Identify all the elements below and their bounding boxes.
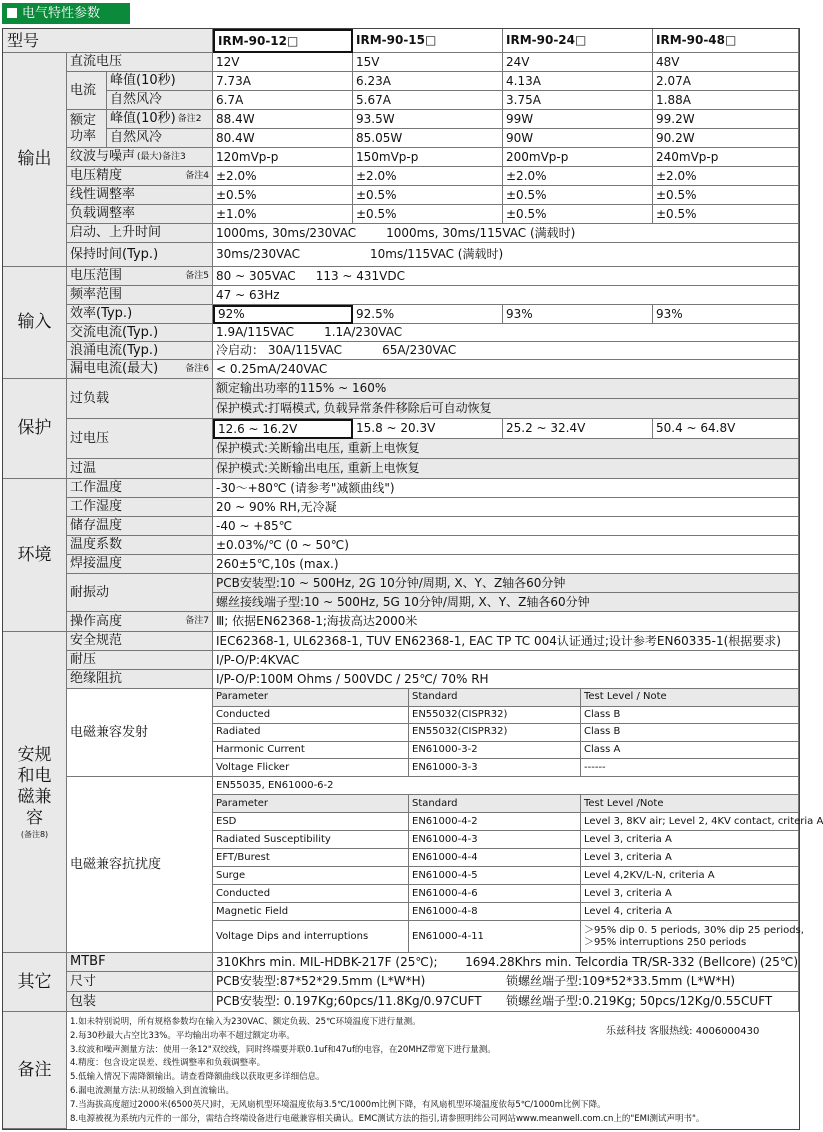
category-other: 其它 (3, 953, 67, 1012)
value: 20 ~ 90% RH,无冷凝 (213, 498, 799, 517)
label-accuracy (67, 167, 213, 186)
ems-cell: Conducted (213, 885, 409, 903)
vrange-text: 电压范围 (70, 268, 123, 284)
emi-cell: Class B (581, 707, 799, 725)
label-voltage-range (67, 267, 213, 286)
label-overload: 过负载 (67, 379, 213, 419)
label-storage-temp: 储存温度 (67, 517, 213, 536)
ems-dip-param: Voltage Dips and interruptions (213, 921, 409, 953)
label-safety-std: 安全规范 (67, 632, 213, 651)
value: ±0.5% (353, 186, 503, 205)
label-altitude (67, 612, 213, 632)
value: 4.13A (503, 72, 653, 91)
note-line: 3.纹波和噪声测量方法：使用一条12"双绞线，同时终端要并联0.1uf和47uf的电容，在20MHZ带宽下进行量测。 (70, 1044, 496, 1055)
value: 7.73A (213, 72, 353, 91)
altitude-text: 操作高度 (70, 613, 123, 629)
label-dimension: 尺寸 (67, 972, 213, 992)
label-dc-voltage: 直流电压 (67, 53, 213, 72)
note-ref: 备注2 (177, 113, 202, 124)
label-peak: 峰值(10秒) (107, 72, 213, 91)
emi-cell: Class A (581, 742, 799, 760)
value: 1000ms, 30ms/115VAC (满载时) (386, 225, 576, 240)
note-ref: 备注5 (185, 270, 209, 281)
value: ±2.0% (503, 167, 653, 186)
emi-cell: Harmonic Current (213, 742, 409, 760)
emi-cell: EN55032(CISPR32) (409, 707, 581, 725)
emi-cell: Class B (581, 724, 799, 742)
label-solder-temp: 焊接温度 (67, 555, 213, 574)
value: 25.2 ~ 32.4V (503, 419, 653, 439)
note-line: 4.精度：包含设定误差、线性调整率和负载调整率。 (70, 1058, 266, 1069)
value: 1.9A/115VAC (216, 325, 295, 340)
value: ±0.5% (653, 186, 799, 205)
mtbf-values (213, 953, 799, 972)
section-header (2, 3, 130, 24)
inrush-values (213, 342, 799, 360)
value: IEC62368-1, UL62368-1, TUV EN62368-1, EAC TP TC 004认证通过;设计参考EN60335-1(根据要求) (213, 632, 799, 651)
ac-current-values (213, 324, 799, 342)
spec-table (2, 28, 823, 1130)
value: 240mVp-p (653, 148, 799, 167)
ems-cell: EN61000-4-2 (409, 813, 581, 831)
ems-header: Parameter (213, 795, 409, 813)
value: ±0.5% (353, 205, 503, 224)
ems-cell: EFT/Burest (213, 849, 409, 867)
value: < 0.25mA/240VAC (213, 360, 799, 379)
category-environment: 环境 (3, 479, 67, 632)
value: 85.05W (353, 129, 503, 148)
value: 65A/230VAC (382, 343, 457, 358)
ems-cell: EN61000-4-6 (409, 885, 581, 903)
value: 6.23A (353, 72, 503, 91)
category-safety-emc (3, 632, 67, 953)
label-overtemp: 过温 (67, 459, 213, 479)
value: 5.67A (353, 91, 503, 110)
emi-cell: ------ (581, 759, 799, 777)
value: 310Khrs min. MIL-HDBK-217F (25℃); (216, 954, 438, 969)
value: 88.4W (213, 110, 353, 129)
value: -30～+80℃ (请参考"减额曲线") (213, 479, 799, 498)
value: 10ms/115VAC (满载时) (369, 247, 504, 262)
square-icon (7, 8, 17, 18)
ems-cell: EN61000-4-5 (409, 867, 581, 885)
note-ref: 备注6 (185, 363, 209, 374)
peak-text: 峰值(10秒) (110, 111, 176, 127)
category-output: 输出 (3, 53, 67, 267)
label-withstand: 耐压 (67, 651, 213, 670)
value: 1000ms, 30ms/230VAC (216, 225, 357, 240)
section-title: 电气特性参数 (22, 6, 101, 21)
emi-cell: EN55032(CISPR32) (409, 724, 581, 742)
value: 保护模式:打嗝模式, 负载异常条件移除后可自动恢复 (213, 399, 799, 419)
ems-dip-std: EN61000-4-11 (409, 921, 581, 953)
label-humidity: 工作湿度 (67, 498, 213, 517)
value: 113 ~ 431VDC (315, 268, 406, 283)
ems-cell: Level 3, 8KV air; Level 2, 4KV contact, criteria A (581, 813, 799, 831)
label-leakage (67, 360, 213, 379)
value: 80.4W (213, 129, 353, 148)
category-text: 安规和电磁兼容 (17, 744, 52, 829)
value: 15V (353, 53, 503, 72)
ems-cell: ESD (213, 813, 409, 831)
label-ripple (67, 148, 213, 167)
value: ±0.03%/℃ (0 ~ 50℃) (213, 536, 799, 555)
leak-text: 漏电电流(最大) (70, 361, 159, 377)
note-line: 7.当海拔高度超过2000米(6500英尺)时，无风扇机型环境温度依每3.5℃/1000m比例下降，有风扇机型环境温度依每5℃/1000m比例下降。 (70, 1099, 606, 1110)
value: 2.07A (653, 72, 799, 91)
label-inrush: 浪涌电流(Typ.) (67, 342, 213, 360)
value: 200mVp-p (503, 148, 653, 167)
label-operating-temp: 工作温度 (67, 479, 213, 498)
label-ac-current: 交流电流(Typ.) (67, 324, 213, 342)
label-hold-time: 保持时间(Typ.) (67, 243, 213, 267)
value: 6.7A (213, 91, 353, 110)
value: 锁螺丝端子型:109*52*33.5mm (L*W*H) (506, 974, 736, 989)
label-frequency: 频率范围 (67, 286, 213, 305)
note-ref: (备注8) (20, 829, 49, 839)
value: ±2.0% (213, 167, 353, 186)
value: ±0.5% (213, 186, 353, 205)
value: 93% (653, 305, 799, 324)
label-ems: 电磁兼容抗扰度 (67, 777, 213, 953)
ems-standards: EN55035, EN61000-6-2 (213, 777, 799, 795)
value: ±2.0% (353, 167, 503, 186)
ems-cell: Level 3, criteria A (581, 849, 799, 867)
value: ±0.5% (503, 186, 653, 205)
value: I/P-O/P:4KVAC (213, 651, 799, 670)
accuracy-text: 电压精度 (70, 168, 123, 184)
ems-cell: Level 3, criteria A (581, 831, 799, 849)
category-input: 输入 (3, 267, 67, 379)
note-line: 5.低输入情况下需降额输出。请查看降额曲线以获取更多详细信息。 (70, 1072, 325, 1083)
ems-dip-note (581, 921, 804, 953)
value: 30ms/230VAC (216, 247, 300, 262)
value: 额定输出功率的115% ~ 160% (213, 379, 799, 399)
value: I/P-O/P:100M Ohms / 500VDC / 25℃/ 70% RH (213, 670, 799, 689)
value: PCB安装型:87*52*29.5mm (L*W*H) (216, 974, 426, 989)
model-3: IRM-90-24□ (503, 29, 653, 53)
model-label: 型号 (3, 29, 213, 53)
dimension-values (213, 972, 799, 992)
value: 50.4 ~ 64.8V (653, 419, 799, 439)
value: 24V (503, 53, 653, 72)
emi-cell: EN61000-3-3 (409, 759, 581, 777)
value: 12.6 ~ 16.2V (213, 419, 353, 439)
value: 锁螺丝端子型:0.219Kg; 50pcs/12Kg/0.55CUFT (506, 994, 773, 1009)
value: 保护模式:关断输出电压, 重新上电恢复 (213, 439, 799, 459)
ems-cell: Magnetic Field (213, 903, 409, 921)
note-ref: 备注4 (185, 170, 209, 181)
ems-cell: EN61000-4-8 (409, 903, 581, 921)
voltage-range-values (213, 267, 799, 286)
value: 92% (213, 305, 353, 324)
value: 90W (503, 129, 653, 148)
model-1: IRM-90-12□ (213, 29, 353, 53)
emi-header: Standard (409, 689, 581, 707)
label-efficiency: 效率(Typ.) (67, 305, 213, 324)
label-overvoltage: 过电压 (67, 419, 213, 459)
ems-cell: EN61000-4-3 (409, 831, 581, 849)
packing-values (213, 992, 799, 1012)
emi-cell: Radiated (213, 724, 409, 742)
ems-cell: Surge (213, 867, 409, 885)
label-emi: 电磁兼容发射 (67, 689, 213, 777)
ems-header: Test Level /Note (581, 795, 799, 813)
label-temp-coef: 温度系数 (67, 536, 213, 555)
note-line: 8.电源被视为系统内元件的一部分，需结合终端设备进行电磁兼容相关确认。EMC测试方法的指引,请参照明纬公司网站www.meanwell.com.cn上的"EMI测试声明书"。 (70, 1113, 705, 1124)
value: 1694.28Khrs min. Telcordia TR/SR-332 (Bellcore) (25℃) (465, 954, 798, 969)
label-natural-cooling: 自然风冷 (107, 129, 213, 148)
ems-header: Standard (409, 795, 581, 813)
model-2: IRM-90-15□ (353, 29, 503, 53)
value: -40 ~ +85℃ (213, 517, 799, 536)
ems-cell: Radiated Susceptibility (213, 831, 409, 849)
note-ref: 备注7 (185, 616, 209, 627)
value: 螺丝接线端子型:10 ~ 500Hz, 5G 10分钟/周期, X、Y、Z轴各60分钟 (213, 593, 799, 612)
value: 保护模式:关断输出电压, 重新上电恢复 (213, 459, 799, 479)
rise-time-values (213, 224, 799, 243)
category-protection: 保护 (3, 379, 67, 479)
dip-line: ＞95% dip 0. 5 periods, 30% dip 25 periods, (584, 924, 804, 936)
value: 90.2W (653, 129, 799, 148)
model-4: IRM-90-48□ (653, 29, 799, 53)
dip-line: ＞95% interruptions 250 periods (584, 936, 747, 948)
value: 12V (213, 53, 353, 72)
value: Ⅲ; 依据EN62368-1;海拔高达2000米 (213, 612, 799, 632)
hold-time-values (213, 243, 799, 267)
note-line: 2.每30秒最大占空比33%。平均输出功率不超过额定功率。 (70, 1030, 295, 1041)
note-ref: (最大)备注3 (137, 151, 186, 162)
ems-cell: Level 4,2KV/L-N, criteria A (581, 867, 799, 885)
value: ±1.0% (213, 205, 353, 224)
ems-cell: Level 4, criteria A (581, 903, 799, 921)
label-vibration: 耐振动 (67, 574, 213, 612)
value: 120mVp-p (213, 148, 353, 167)
value: 93.5W (353, 110, 503, 129)
emi-header: Test Level / Note (581, 689, 799, 707)
label-rise-time: 启动、上升时间 (67, 224, 213, 243)
value: 80 ~ 305VAC (216, 268, 296, 283)
value: ±2.0% (653, 167, 799, 186)
value: 93% (503, 305, 653, 324)
ems-cell: EN61000-4-4 (409, 849, 581, 867)
value: 15.8 ~ 20.3V (353, 419, 503, 439)
value: ±0.5% (503, 205, 653, 224)
label-isolation: 绝缘阻抗 (67, 670, 213, 689)
emi-cell: Conducted (213, 707, 409, 725)
emi-header: Parameter (213, 689, 409, 707)
value: 冷启动： 30A/115VAC (216, 343, 343, 358)
value: 47 ~ 63Hz (213, 286, 799, 305)
note-line: 6.漏电流测量方法:从初级输入到直流输出。 (70, 1086, 234, 1096)
label-mtbf: MTBF (67, 953, 213, 972)
label-packing: 包装 (67, 992, 213, 1012)
category-notes: 备注 (3, 1012, 67, 1129)
label-natural-cooling: 自然风冷 (107, 91, 213, 110)
emi-cell: EN61000-3-2 (409, 742, 581, 760)
ems-cell: Level 3, criteria A (581, 885, 799, 903)
emi-cell: Voltage Flicker (213, 759, 409, 777)
label-rated-power: 额定功率 (67, 110, 107, 148)
value: ±0.5% (653, 205, 799, 224)
value: 1.88A (653, 91, 799, 110)
label-load-regulation: 负载调整率 (67, 205, 213, 224)
label-peak (107, 110, 213, 129)
service-hotline: 乐兹科技 客服热线: 4006000430 (606, 1026, 760, 1037)
value: 48V (653, 53, 799, 72)
value: PCB安装型: 0.197Kg;60pcs/11.8Kg/0.97CUFT (216, 994, 482, 1009)
value: 3.75A (503, 91, 653, 110)
note-line: 1.如未特别说明，所有规格参数均在输入为230VAC、额定负载、25℃环境温度下进行量测。 (70, 1017, 421, 1027)
value: 260±5℃,10s (max.) (213, 555, 799, 574)
label-current: 电流 (67, 72, 107, 110)
value: 150mVp-p (353, 148, 503, 167)
value: 99.2W (653, 110, 799, 129)
value: 99W (503, 110, 653, 129)
value: 1.1A/230VAC (324, 325, 403, 340)
ripple-text: 纹波与噪声 (70, 149, 136, 165)
label-line-regulation: 线性调整率 (67, 186, 213, 205)
value: PCB安装型:10 ~ 500Hz, 2G 10分钟/周期, X、Y、Z轴各60分钟 (213, 574, 799, 593)
value: 92.5% (353, 305, 503, 324)
